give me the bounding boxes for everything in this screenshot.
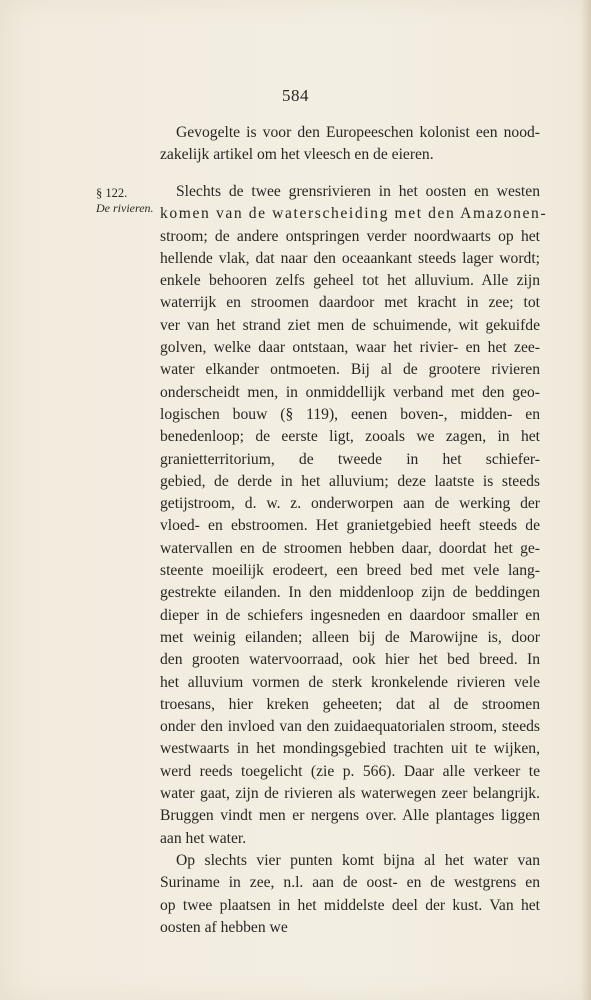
text-line: steente moeilijk erodeert, een breed bed met vele lang- (160, 562, 540, 580)
text-line: water elkander ontmoeten. Bij al de grootere rivieren (160, 361, 540, 379)
text-line: enkele behooren zelfs geheel tot het alluvium. Alle zijn (160, 272, 540, 290)
text-line: gestrekte eilanden. In den middenloop zijn de beddingen (160, 584, 540, 602)
body-paragraph (160, 181, 548, 939)
text-line: watervallen en de stroomen hebben daar, doordat het ge- (160, 539, 540, 557)
page-number: 584 (282, 86, 309, 105)
text-line: zakelijk artikel om het vleesch en de eieren. (160, 146, 434, 164)
text-line: stroom; de andere ontspringen verder noordwaarts op het (160, 227, 540, 245)
text-line: werd reeds toegelicht (zie p. 566). Daar alle verkeer te (160, 762, 540, 780)
text-line: waterrijk en stroomen daardoor met kracht in zee; tot (160, 294, 540, 312)
text-line: op twee plaatsen in het middelste deel der kust. Van het (160, 896, 540, 914)
text-line: komen van de waterscheiding met den Amazonen- (160, 205, 548, 223)
text-line: golven, welke daar ontstaan, waar het rivier- en het zee- (160, 339, 540, 357)
text-line: onder den invloed van den zuidaequatorialen stroom, steeds (160, 718, 540, 736)
intro-paragraph (160, 122, 540, 167)
text-line: ver van het strand ziet men de schuimende, wit gekuifde (160, 316, 540, 334)
text-line: oosten af hebben we (160, 918, 288, 936)
text-line: logischen bouw (§ 119), eenen boven-, midden- en (160, 405, 540, 423)
text-line: het alluvium vormen de sterk kronkelende rivieren vele (160, 673, 540, 691)
text-line: hellende vlak, dat naar den oceaankant steeds lager wordt; (160, 249, 540, 267)
text-line: benedenloop; de eerste ligt, zooals we zagen, in het (160, 428, 540, 446)
text-line: den grooten watervoorraad, ook hier het bed breed. In (160, 651, 540, 669)
text-line: gebied, de derde in het alluvium; deze laatste is steeds (160, 472, 540, 490)
text-line: Bruggen vindt men er nergens over. Alle plantages liggen (160, 807, 540, 825)
page-edge (581, 0, 591, 1000)
text-line: Suriname in zee, n.l. aan de oost- en de westgrens en (160, 874, 540, 892)
text-line: westwaarts in het mondingsgebied trachten uit te wijken, (160, 740, 540, 758)
text-line: Op slechts vier punten komt bijna al het water van (176, 851, 540, 869)
section-title: De rivieren. (96, 201, 154, 215)
text-line: Slechts de twee grensrivieren in het oosten en westen (176, 183, 540, 200)
text-line: aan het water. (160, 829, 247, 847)
text-line: met weinig eilanden; alleen bij de Marowijne is, door (160, 628, 540, 646)
text-line: water gaat, zijn de rivieren als waterwegen zeer belangrijk. (160, 785, 540, 803)
section-number: § 122. (96, 186, 128, 200)
text-line: granietterritorium, de tweede in het schiefer- (160, 450, 540, 468)
text-line: Gevogelte is voor den Europeeschen kolonist een nood- (176, 124, 540, 141)
text-line: dieper in de schiefers ingesneden en daardoor smaller en (160, 606, 540, 624)
text-line: troesans, hier kreken geheeten; dat al de stroomen (160, 695, 540, 713)
text-line: vloed- en ebstroomen. Het granietgebied heeft steeds de (160, 517, 540, 535)
text-line: onderscheidt men, in onmiddellijk verband met den geo- (160, 383, 540, 401)
text-line: getijstroom, d. w. z. onderworpen aan de werking der (160, 495, 540, 513)
